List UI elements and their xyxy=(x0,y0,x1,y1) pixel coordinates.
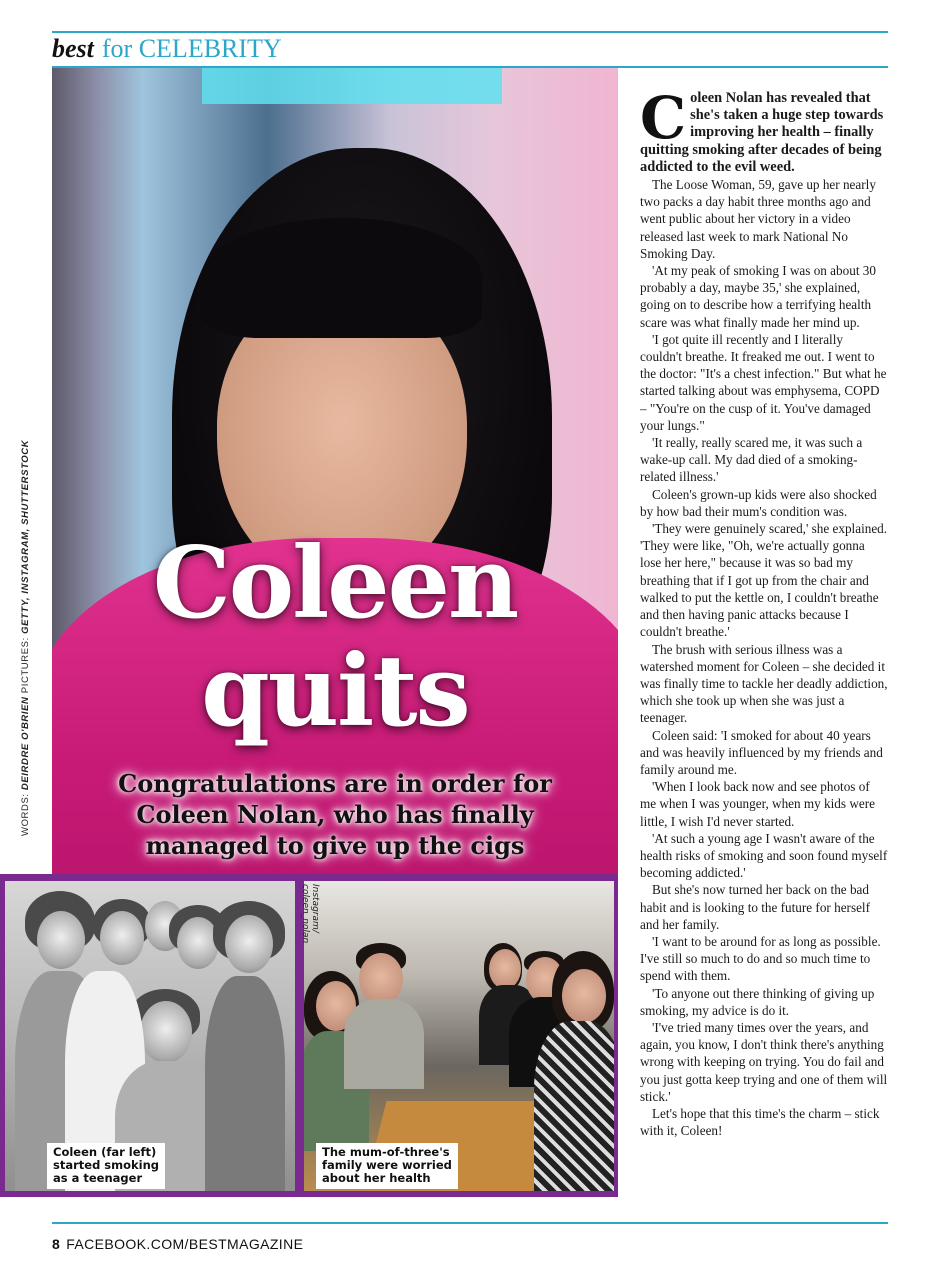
left-caption-line: as a teenager xyxy=(53,1171,143,1185)
article-paragraph: The brush with serious illness was a watershed moment for Coleen – she decided it was finally time to tackle her deadly addiction, which she took up when she was just a teenager. xyxy=(640,641,888,726)
page-folio xyxy=(52,1236,303,1252)
article-paragraph: 'When I look back now and see photos of me when I was younger, when my kids were little, I wish I'd never started. xyxy=(640,779,875,829)
drop-cap: C xyxy=(640,84,687,152)
instagram-credit xyxy=(300,884,320,1014)
instagram-credit-line: coleen_nolan xyxy=(300,884,310,944)
article-paragraph: Let's hope that this time's the charm – stick with it, Coleen! xyxy=(640,1105,880,1139)
article-paragraph: 'At my peak of smoking I was on about 30 probably a day, maybe 35,' she explained, going on to describe how a terrifying health scare was what finally made her mind up. xyxy=(640,263,876,330)
right-caption-line: family were worried xyxy=(322,1158,452,1172)
article-paragraph: But she's now turned her back on the bad habit and is looking to the future for herself and her family. xyxy=(640,882,870,932)
intro-text: oleen Nolan has revealed that she's taken a huge step towards improving her health – finally quitting smoking after decades of being addicted to the evil weed. xyxy=(640,90,884,175)
photo-credit-vertical xyxy=(20,440,31,836)
pictures-label: PICTURES: xyxy=(20,637,31,694)
article-body xyxy=(640,84,888,1139)
left-caption-line: Coleen (far left) xyxy=(53,1145,157,1159)
standfirst: Congratulations are in order for Coleen Nolan, who has finally managed to give up the cigs xyxy=(118,769,552,860)
article-paragraph: Coleen's grown-up kids were also shocked by how bad their mum's condition was. xyxy=(640,486,877,519)
words-label: WORDS: xyxy=(20,793,31,836)
brand-logo: best xyxy=(52,34,94,63)
studio-light xyxy=(202,68,502,104)
left-photo-caption xyxy=(47,1143,165,1189)
pictures-name: GETTY, INSTAGRAM, SHUTTERSTOCK xyxy=(20,439,31,634)
article-paragraph: 'I got quite ill recently and I literally couldn't breathe. It freaked me out. I went to the doctor: "It's a chest infection." But what he started talking about was emphysema, COPD – "You're on the cusp of it. You've damaged your lungs." xyxy=(640,331,887,433)
footer-url: FACEBOOK.COM/BESTMAGAZINE xyxy=(66,1236,304,1252)
headline xyxy=(52,526,618,749)
section-header xyxy=(52,34,282,64)
family-dinner-photo xyxy=(304,881,614,1191)
hero-photo xyxy=(52,68,618,874)
words-name: DEIRDRE O'BRIEN xyxy=(20,696,31,791)
article-paragraph: 'I've tried many times over the years, and again, you know, I don't think there's anything wrong with keeping on trying. You do fail and you just gotta keep trying and one of them will stick.' xyxy=(640,1019,888,1104)
article-paragraph: The Loose Woman, 59, gave up her nearly two packs a day habit three months ago and went public about her victory in a video released last week to mark National No Smoking Day. xyxy=(640,177,876,261)
footer-rule xyxy=(52,1222,888,1224)
article-paragraph: 'At such a young age I wasn't aware of the health risks of smoking and soon found myself becoming addicted.' xyxy=(640,830,888,881)
article-paragraph: Coleen said: 'I smoked for about 40 years and was heavily influenced by my friends and family around me. xyxy=(640,727,883,777)
section-label: for CELEBRITY xyxy=(101,34,282,63)
hero-fringe xyxy=(202,218,482,338)
right-photo-caption xyxy=(316,1143,458,1189)
headline-line-2: quits xyxy=(201,634,469,749)
article-paragraph: 'To anyone out there thinking of giving up smoking, my advice is do it. xyxy=(640,985,875,1018)
instagram-credit-line: Instagram/ xyxy=(310,884,320,933)
article-paragraph: 'I want to be around for as long as possible. I've still so much to do and so much time to spend with them. xyxy=(640,933,881,984)
article-paragraph: 'They were genuinely scared,' she explained. 'They were like, "Oh, we're actually gonna lose her here," because it was so bad my breathing that if I got up from the chair and walked to put the kettle on, I couldn't breathe and then having panic attacks because I couldn't breathe.' xyxy=(640,521,888,640)
page-number: 8 xyxy=(52,1236,61,1252)
right-caption-line: The mum-of-three's xyxy=(322,1145,450,1159)
article-intro xyxy=(640,84,888,176)
article-paragraph: 'It really, really scared me, it was such a wake-up call. My dad died of a smoking-related illness.' xyxy=(640,435,863,485)
right-caption-line: about her health xyxy=(322,1171,431,1185)
header-top-rule xyxy=(52,31,888,33)
family-archive-photo xyxy=(5,881,295,1191)
headline-line-1: Coleen xyxy=(152,526,518,641)
left-caption-line: started smoking xyxy=(53,1158,160,1172)
